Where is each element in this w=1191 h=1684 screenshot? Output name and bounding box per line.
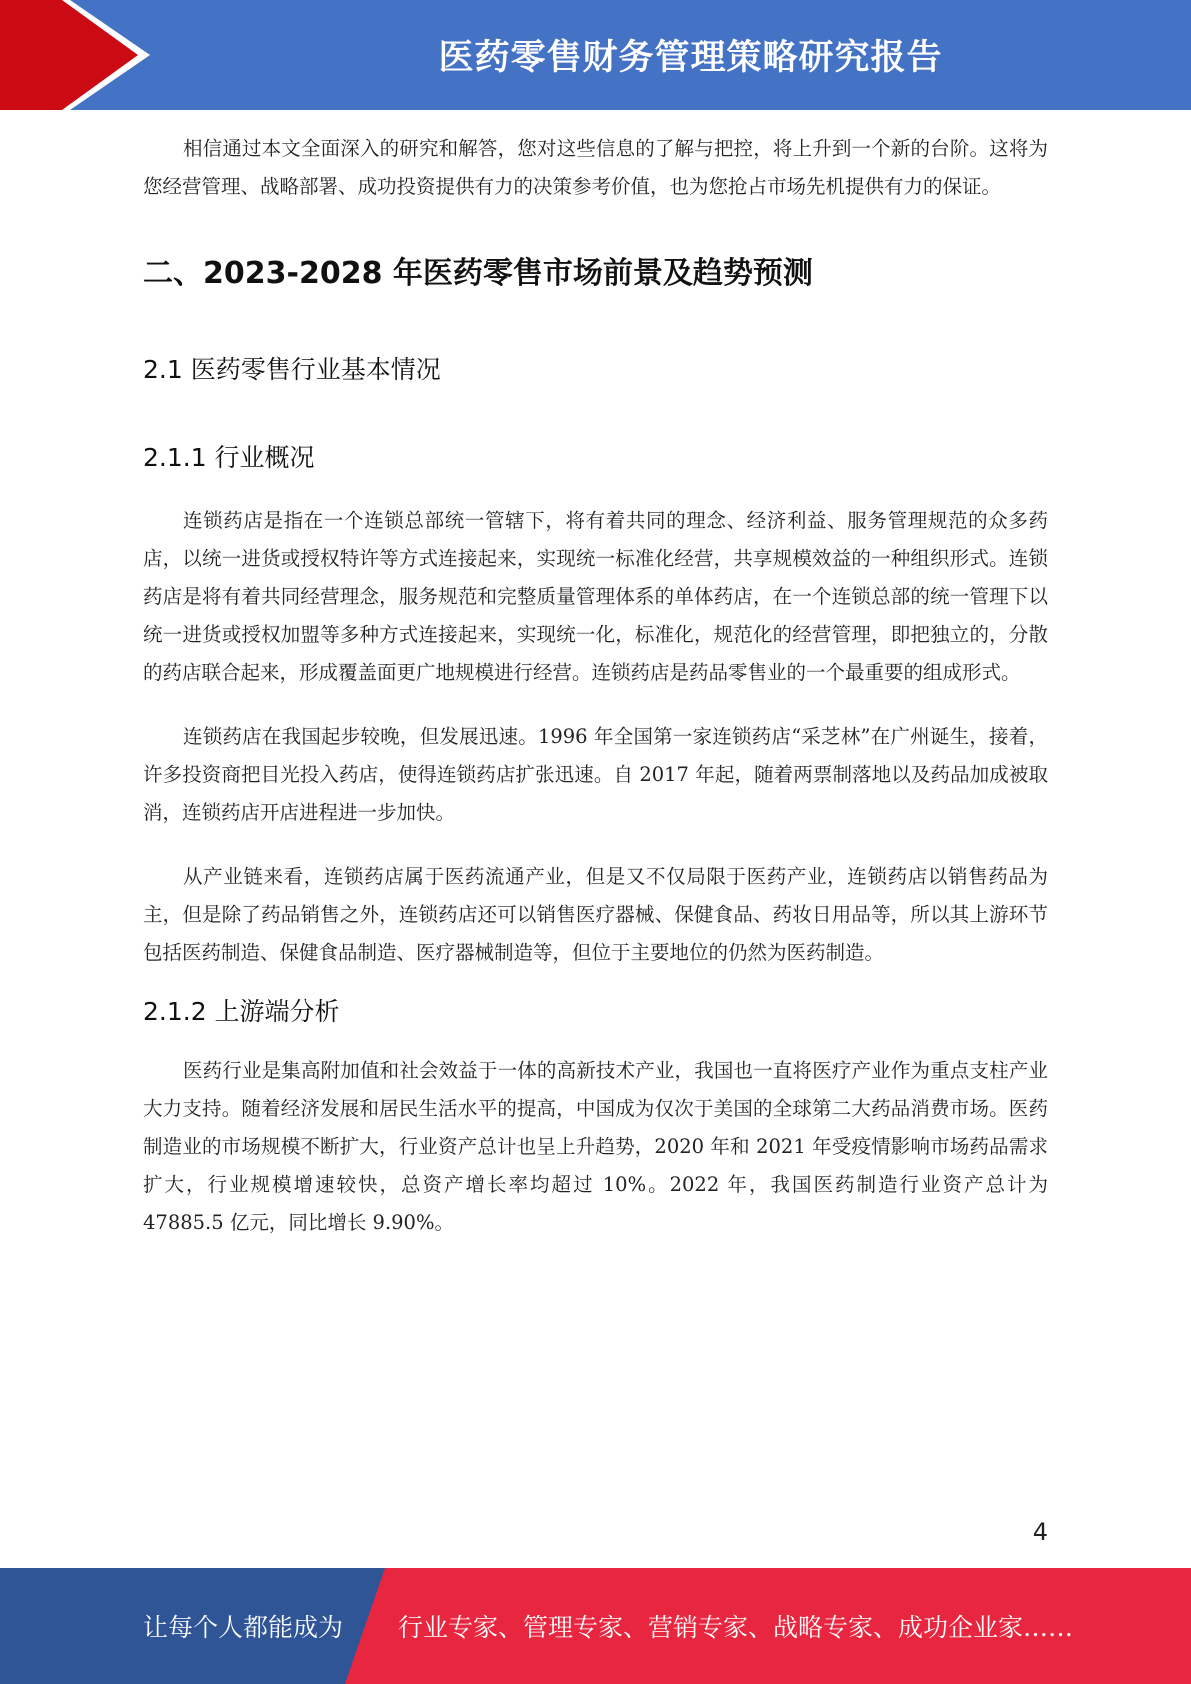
section-2-1-2-heading: 2.1.2 上游端分析 xyxy=(143,997,340,1026)
footer-slogan-left: 让每个人都能成为 xyxy=(143,1613,344,1642)
overview-paragraph-1: 连锁药店是指在一个连锁总部统一管辖下，将有着共同的理念、经济利益、服务管理规范的众多药店，以统一进货或授权特许等方式连接起来，实现统一标准化经营，共享规模效益的一种组织形式。连锁药店是将有着共同经营理念，服务规范和完整质量管理体系的单体药店，在一个连锁总部的统一管理下以统一进货或授权加盟等多种方式连接起来，实现统一化，标准化，规范化的经营管理，即把独立的，分散的药店联合起来，形成覆盖面更广地规模进行经营。连锁药店是药品零售业的一个最重要的组成形式。 xyxy=(143,509,1048,684)
section-2-1-1-heading: 2.1.1 行业概况 xyxy=(143,443,315,472)
page-number: 4 xyxy=(1032,1518,1048,1546)
section-2-1-heading: 2.1 医药零售行业基本情况 xyxy=(143,355,441,384)
page-header xyxy=(0,0,1191,110)
page-footer xyxy=(0,1568,1191,1684)
overview-paragraph-3: 从产业链来看，连锁药店属于医药流通产业，但是又不仅局限于医药产业，连锁药店以销售药品为主，但是除了药品销售之外，连锁药店还可以销售医疗器械、保健食品、药妆日用品等，所以其上游环节包括医药制造、保健食品制造、医疗器械制造等，但位于主要地位的仍然为医药制造。 xyxy=(143,865,1048,964)
report-title: 医药零售财务管理策略研究报告 xyxy=(438,38,943,78)
upstream-paragraph: 医药行业是集高附加值和社会效益于一体的高新技术产业，我国也一直将医疗产业作为重点支柱产业大力支持。随着经济发展和居民生活水平的提高，中国成为仅次于美国的全球第二大药品消费市场。医药制造业的市场规模不断扩大，行业资产总计也呈上升趋势，2020 年和 2021 年受疫情影响市场药品需求扩大，行业规模增速较快，总资产增长率均超过 10%。2022 年，我国医药制造行业资产总计为 47885.5 亿元，同比增长 9.90%。 xyxy=(143,1059,1048,1234)
header-arrow-decoration xyxy=(0,0,200,110)
intro-paragraph: 相信通过本文全面深入的研究和解答，您对这些信息的了解与把控，将上升到一个新的台阶。这将为您经营管理、战略部署、成功投资提供有力的决策参考价值，也为您抢占市场先机提供有力的保证。 xyxy=(143,137,1048,198)
footer-slogan-right: 行业专家、管理专家、营销专家、战略专家、成功企业家…… xyxy=(398,1613,1074,1642)
page-content xyxy=(143,130,1048,1242)
overview-paragraph-2: 连锁药店在我国起步较晚，但发展迅速。1996 年全国第一家连锁药店“采芝林”在广州诞生，接着，许多投资商把目光投入药店，使得连锁药店扩张迅速。自 2017 年起，随着两票制落地以及药品加成被取消，连锁药店开店进程进一步加快。 xyxy=(143,725,1048,824)
section-2-heading: 二、2023-2028 年医药零售市场前景及趋势预测 xyxy=(143,256,813,291)
